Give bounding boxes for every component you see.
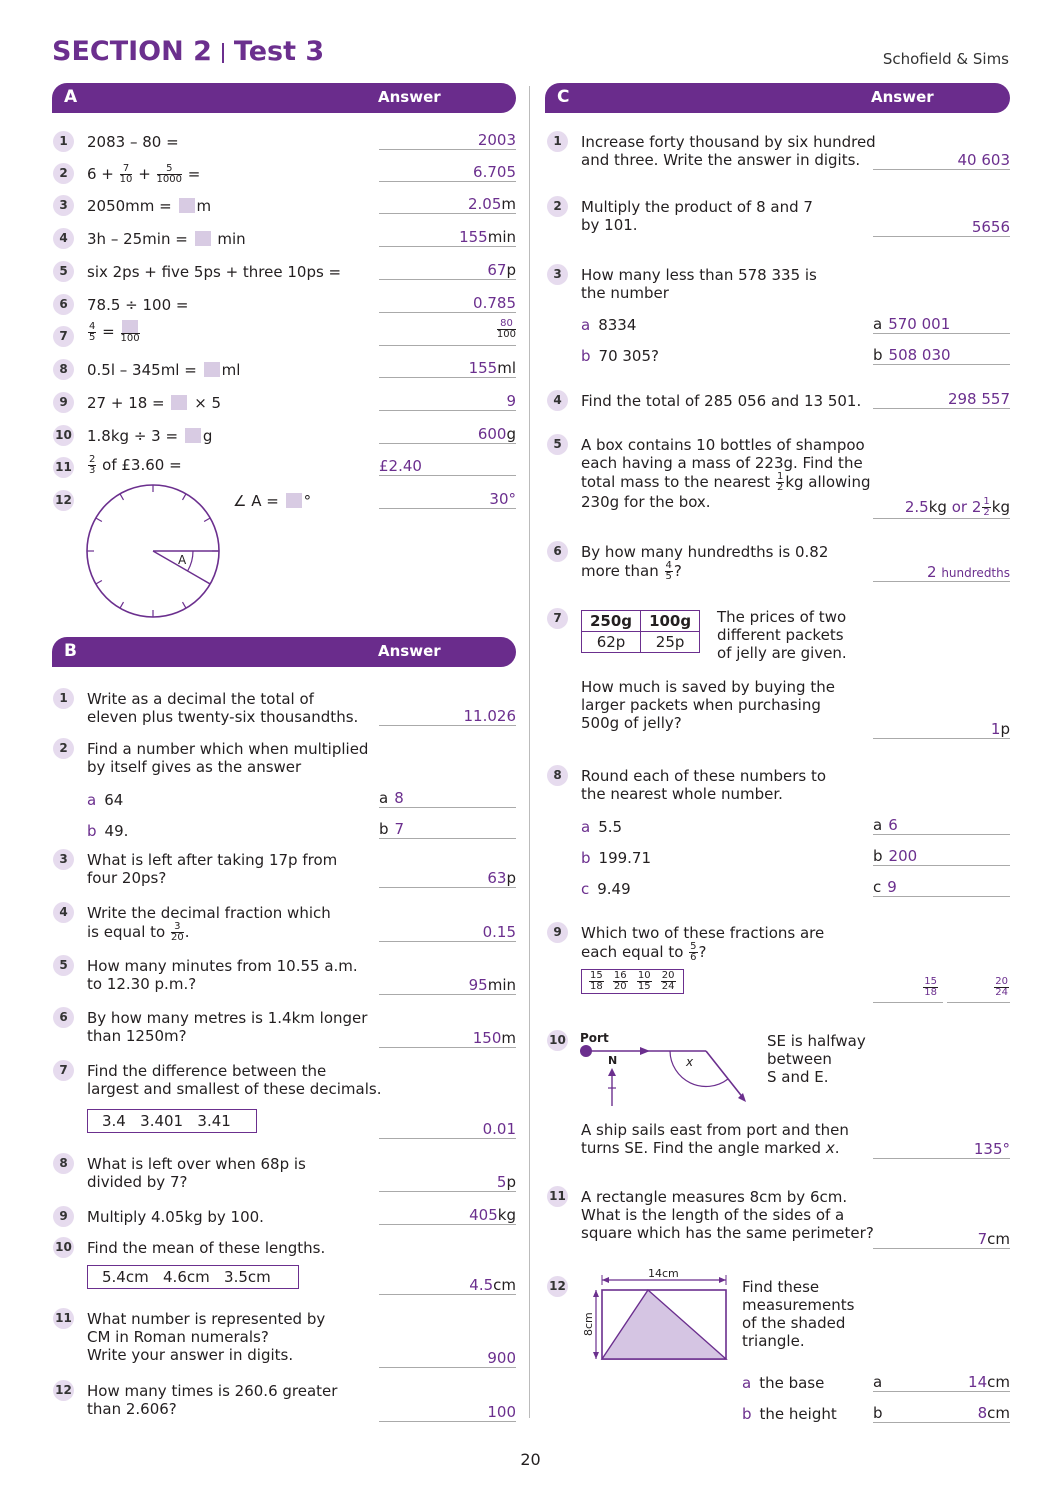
question-number: 1 [53,131,74,152]
answer-field[interactable]: 67p [379,261,516,280]
page-title [52,36,324,67]
answer-field[interactable]: 4.5cm [379,1276,516,1295]
svg-text:x: x [686,1055,694,1069]
question-text: Find the mean of these lengths. [87,1239,326,1257]
question-number: 6 [53,294,74,315]
sub-question: b 49. [87,822,129,840]
answer-field[interactable]: 5p [379,1173,516,1192]
answer-field[interactable]: 6.705 [379,163,516,182]
question-number: 2 [53,738,74,759]
answer-field[interactable]: 600g [379,425,516,444]
answer-column-label: Answer [871,88,934,106]
question-text: 2083 – 80 = [87,133,179,151]
price-table: 250g 100g 62p 25p [581,610,700,653]
question-number: 7 [547,608,568,629]
question-number: 4 [53,228,74,249]
sub-question: c 9.49 [581,880,631,898]
decimals-box: 3.4 3.401 3.41 [87,1109,257,1133]
answer-field[interactable]: 40 603 [873,151,1010,170]
blank-box [204,362,220,377]
question-text: Find a number which when multiplied by itself gives as the answer [87,740,369,776]
question-number: 3 [547,264,568,285]
svg-text:A: A [178,553,187,567]
question-text: How much is saved by buying the larger packets when purchasing 500g of jelly? [581,678,835,732]
question-text: 2050mm = m [87,197,212,215]
question-text: 0.5l – 345ml = ml [87,361,241,379]
question-text: Write as a decimal the total of eleven plus twenty-six thousandths. [87,690,359,726]
question-text: Which two of these fractions are each equal to $\frac{5}{6}$ ? [581,924,825,963]
answer-column-label: Answer [378,642,441,660]
answer-field[interactable]: a 6 [873,816,1010,835]
question-number: 5 [53,261,74,282]
question-text: Find the difference between the largest and smallest of these decimals. [87,1062,382,1098]
rectangle-triangle-diagram [578,1266,734,1366]
question-number: 1 [547,131,568,152]
svg-text:14cm: 14cm [648,1267,679,1280]
question-text: Multiply the product of 8 and 7 by 101. [581,198,813,234]
question-text: How many minutes from 10.55 a.m. to 12.30 p.m.? [87,957,358,993]
answer-field[interactable]: 7cm [873,1230,1010,1249]
question-text: By how many metres is 1.4km longer than 1250m? [87,1009,368,1045]
svg-text:Port: Port [580,1031,609,1045]
question-text: Find these measurements of the shaded triangle. [742,1278,855,1350]
question-number: 10 [53,1237,74,1258]
answer-field[interactable]: 2003 [379,131,516,150]
answer-field[interactable]: $\frac{15}{18}$ [873,977,943,1003]
section-c-header [545,83,1010,113]
page-number: 20 [520,1450,541,1469]
answer-field[interactable]: a 8 [379,789,516,808]
question-text: $\frac{2}{3}$ of £3.60 = [89,454,182,476]
section-label: SECTION 2 [52,36,212,67]
question-text: How many less than 578 335 is the number [581,266,817,302]
question-number: 10 [53,425,74,446]
question-number: 7 [53,1060,74,1081]
blank-box [195,231,211,246]
question-number: 11 [53,1308,74,1329]
sub-question: a 64 [87,791,124,809]
question-text: Multiply 4.05kg by 100. [87,1208,264,1226]
answer-field[interactable]: b 508 030 [873,346,1010,365]
answer-field[interactable]: 0.15 [379,923,516,942]
test-label: Test 3 [233,36,325,67]
answer-field[interactable]: b 7 [379,820,516,839]
question-text: A box contains 10 bottles of shampoo each having a mass of 223g. Find the total mass to the nearest $\frac{1}{2}$ kg allowing 230g for the box. [581,436,871,511]
question-number: 2 [547,196,568,217]
column-divider [529,86,530,1418]
section-b-label: B [64,641,77,661]
blank-box [185,428,201,443]
question-number: 10 [547,1030,568,1051]
question-text: What is left over when 68p is divided by 7? [87,1155,306,1191]
question-number: 8 [53,359,74,380]
sub-question: a 5.5 [581,818,623,836]
question-text: 3h – 25min = min [87,230,246,248]
answer-field[interactable]: 900 [379,1349,516,1368]
section-b-header [52,637,516,667]
answer-field[interactable]: 100 [379,1403,516,1422]
question-number: 6 [53,1007,74,1028]
answer-field[interactable]: $\frac{20}{24}$ [947,977,1010,1003]
question-text: What number is represented by CM in Roman numerals? Write your answer in digits. [87,1310,326,1364]
section-a-label: A [64,87,78,107]
question-text: A rectangle measures 8cm by 6cm. What is the length of the sides of a square which has the same perimeter? [581,1188,874,1242]
blank-box [286,493,302,508]
answer-field[interactable]: 2 hundredths [873,563,1010,582]
answer-field[interactable]: 135° [873,1140,1010,1159]
question-text: $\frac{4}{5}$ = 100 [89,320,140,344]
answer-field[interactable]: £2.40 [379,457,516,476]
answer-field[interactable]: $\frac{80}{100}$ [379,319,516,346]
answer-field[interactable]: 150m [379,1029,516,1048]
ship-route-diagram [578,1028,758,1108]
answer-field[interactable]: 298 557 [873,390,1010,409]
title-divider [222,43,224,63]
question-number: 9 [53,392,74,413]
answer-field[interactable]: 155min [379,228,516,247]
answer-field[interactable]: 11.026 [379,707,516,726]
question-text: six 2ps + five 5ps + three 10ps = [87,263,342,281]
blank-box [179,198,195,213]
question-number: 11 [53,457,74,478]
answer-field[interactable]: 2.05m [379,195,516,214]
question-text: 78.5 ÷ 100 = [87,296,189,314]
question-number: 4 [547,390,568,411]
sub-question: a the base [742,1374,825,1392]
question-number: 8 [53,1153,74,1174]
question-number: 5 [53,955,74,976]
question-number: 8 [547,765,568,786]
answer-field[interactable]: 1p [873,720,1010,739]
question-text: 27 + 18 = × 5 [87,394,222,412]
answer-field[interactable]: 9 [379,392,516,411]
answer-field[interactable]: 0.785 [379,294,516,313]
question-number: 9 [53,1206,74,1227]
answer-field[interactable]: 2.5kg or 2 $\frac{1}{2}$ kg [873,497,1010,519]
question-number: 3 [53,849,74,870]
question-text: 6 + $\frac{7}{10}$ + $\frac{5}{1000}$ = [87,163,201,185]
question-number: 11 [547,1186,568,1207]
question-text: Increase forty thousand by six hundred and three. Write the answer in digits. [581,133,876,169]
sub-question: b the height [742,1405,837,1423]
question-number: 2 [53,163,74,184]
question-number: 5 [547,434,568,455]
question-number: 7 [53,326,74,347]
question-number: 6 [547,541,568,562]
answer-field[interactable]: c 9 [873,878,1010,897]
question-text: 1.8kg ÷ 3 = g [87,427,213,445]
question-text: Round each of these numbers to the nearest whole number. [581,767,827,803]
clock-angle-diagram [80,480,230,625]
answer-field[interactable]: a 14cm [873,1373,1010,1391]
answer-field[interactable]: 405kg [379,1206,516,1225]
answer-field[interactable]: 95min [379,976,516,995]
section-c-label: C [557,87,570,107]
question-text: By how many hundredths is 0.82 more than $\frac{4}{5}$ ? [581,543,829,582]
question-number: 12 [547,1276,568,1297]
sub-question: b 199.71 [581,849,652,867]
fractions-box: $\frac{15}{18}$ $\frac{16}{20}$ $\frac{10}{15}$ $\frac{20}{24}$ [581,969,684,994]
lengths-box: 5.4cm 4.6cm 3.5cm [87,1265,299,1289]
blank-box [171,395,187,410]
svg-text:8cm: 8cm [582,1312,595,1336]
answer-field[interactable]: 30° [379,490,516,509]
question-number: 12 [53,1380,74,1401]
question-number: 3 [53,195,74,216]
question-text: What is left after taking 17p from four 20ps? [87,851,338,887]
question-number: 1 [53,688,74,709]
question-text: A ship sails east from port and then turns SE. Find the angle marked x. [581,1121,849,1157]
answer-field[interactable]: b 8cm [873,1404,1010,1422]
answer-field[interactable]: 5656 [873,218,1010,237]
svg-text:N: N [608,1054,618,1067]
answer-column-label: Answer [378,88,441,106]
answer-field[interactable]: 0.01 [379,1120,516,1139]
question-text: Find the total of 285 056 and 13 501. [581,392,862,410]
sub-question: a 8334 [581,316,637,334]
question-number: 4 [53,902,74,923]
answer-field[interactable]: 155ml [379,359,516,378]
answer-field[interactable]: b 200 [873,847,1010,866]
question-text: SE is halfway between S and E. [767,1032,866,1086]
section-a-header [52,83,516,113]
publisher: Schofield & Sims [882,50,1009,68]
question-number: 12 [53,490,74,511]
answer-field[interactable]: a 570 001 [873,315,1010,334]
sub-question: b 70 305? [581,347,659,365]
question-text: The prices of two different packets of jelly are given. [717,608,847,662]
question-text: How many times is 260.6 greater than 2.606? [87,1382,338,1418]
question-number: 9 [547,922,568,943]
answer-field[interactable]: 63p [379,869,516,888]
question-text: ∠ A = ° [233,492,312,510]
question-text: Write the decimal fraction which is equal to $\frac{3}{20}$ . [87,904,331,943]
